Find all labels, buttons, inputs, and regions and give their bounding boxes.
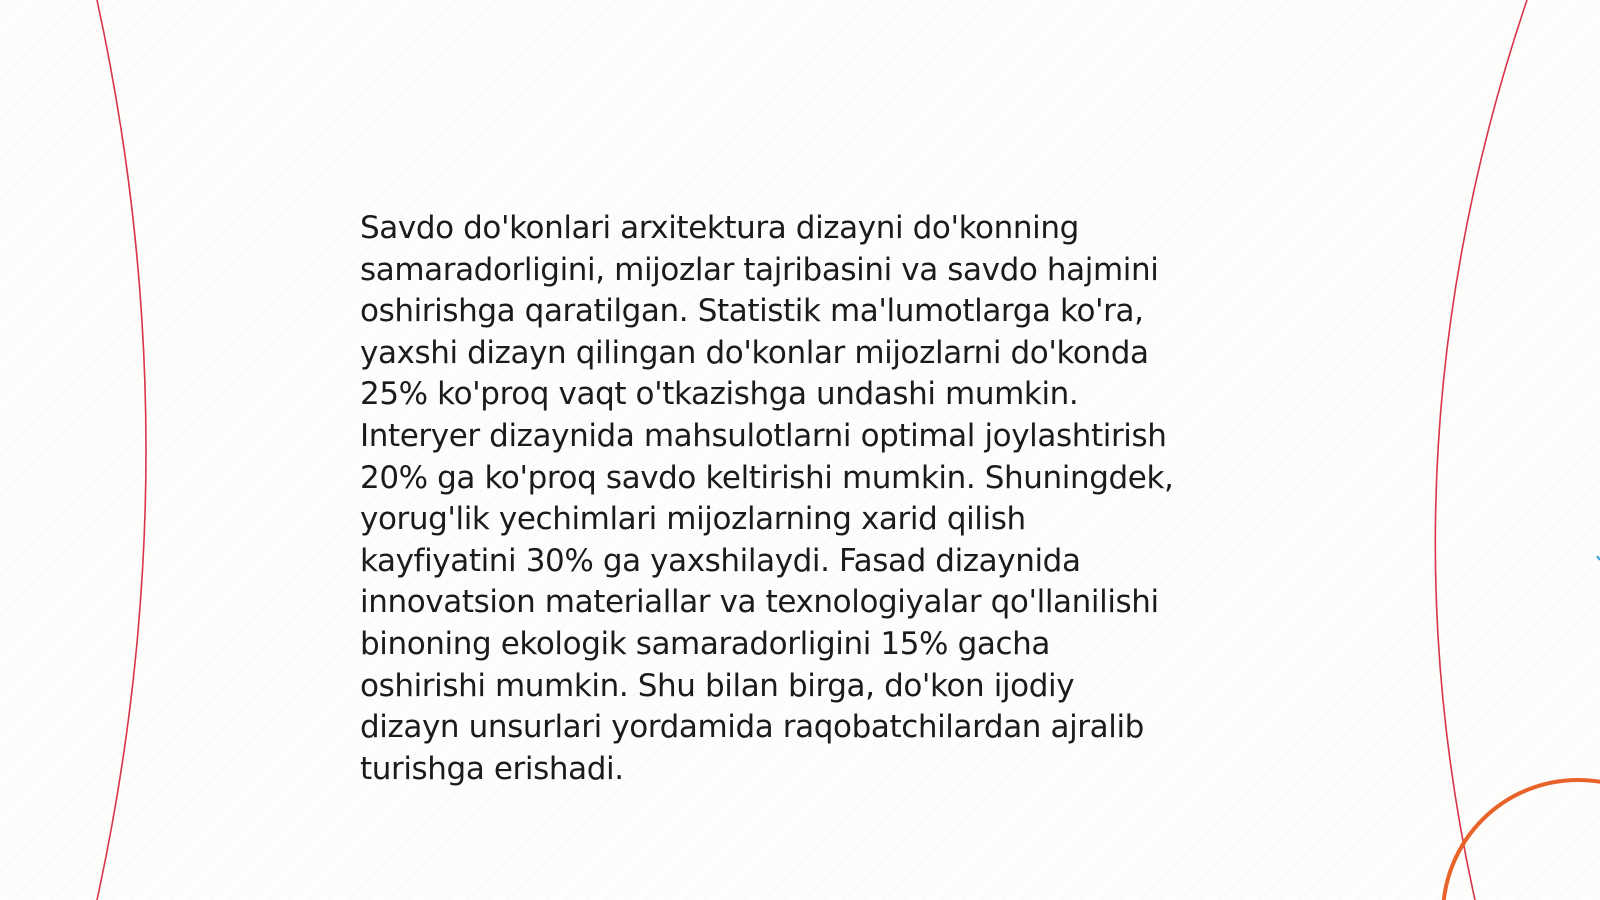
paragraph-line: Interyer dizaynida mahsulotlarni optimal joylashtirish [360, 417, 1167, 454]
right-curve-decoration [1435, 0, 1527, 900]
paragraph-line: 25% ko'proq vaqt o'tkazishga undashi mumkin. [360, 376, 1079, 413]
slide-paragraph [360, 208, 1240, 790]
paragraph-line: samaradorligini, mijozlar tajribasini va savdo hajmini [360, 251, 1159, 288]
paragraph-line: Savdo do'konlari arxitektura dizayni do'konning [360, 210, 1079, 246]
paragraph-line: dizayn unsurlari yordamida raqobatchilardan ajralib [360, 709, 1144, 746]
orange-circle-decoration [1443, 780, 1600, 900]
paragraph-line: innovatsion materiallar va texnologiyalar qo'llanilishi [360, 584, 1159, 621]
paragraph-line: oshirishi mumkin. Shu bilan birga, do'kon ijodiy [360, 667, 1075, 704]
paragraph-line: binoning ekologik samaradorligini 15% gacha [360, 625, 1050, 662]
paragraph-line: yaxshi dizayn qilingan do'konlar mijozlarni do'konda [360, 334, 1149, 371]
left-curve-decoration [97, 0, 146, 900]
paragraph-line: turishga erishadi. [360, 750, 624, 787]
paragraph-line: yorug'lik yechimlari mijozlarning xarid qilish [360, 501, 1026, 538]
paragraph-line: oshirishga qaratilgan. Statistik ma'lumotlarga ko'ra, [360, 293, 1144, 330]
paragraph-line: 20% ga ko'proq savdo keltirishi mumkin. Shuningdek, [360, 459, 1174, 496]
paragraph-line: kayfiyatini 30% ga yaxshilaydi. Fasad dizaynida [360, 542, 1081, 579]
